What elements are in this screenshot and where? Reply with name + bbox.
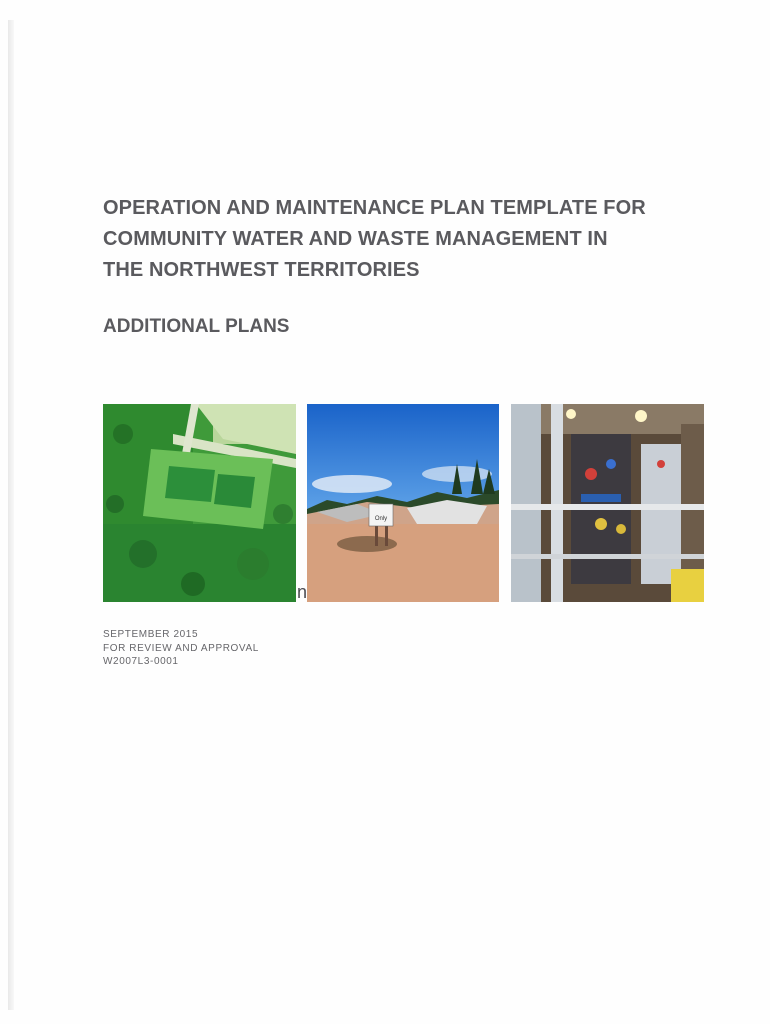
title-line-3: THE NORTHWEST TERRITORIES	[103, 259, 420, 281]
meta-reference: W2007L3-0001	[103, 656, 179, 667]
document-meta	[103, 628, 259, 669]
overlap-text-fragment: n	[297, 582, 308, 602]
waste-site-photo	[307, 404, 499, 602]
treatment-equipment-photo	[511, 404, 704, 602]
sign-text: Only	[374, 516, 388, 522]
title-line-2: COMMUNITY WATER AND WASTE MANAGEMENT IN	[103, 228, 608, 250]
document-title	[103, 193, 683, 286]
meta-status: FOR REVIEW AND APPROVAL	[103, 642, 259, 654]
document-subtitle: ADDITIONAL PLANS	[103, 316, 290, 337]
meta-date: SEPTEMBER 2015	[103, 629, 199, 640]
title-line-1: OPERATION AND MAINTENANCE PLAN TEMPLATE FOR	[103, 197, 646, 219]
scan-edge-shadow	[8, 20, 14, 1010]
aerial-lagoon-photo	[103, 404, 296, 602]
